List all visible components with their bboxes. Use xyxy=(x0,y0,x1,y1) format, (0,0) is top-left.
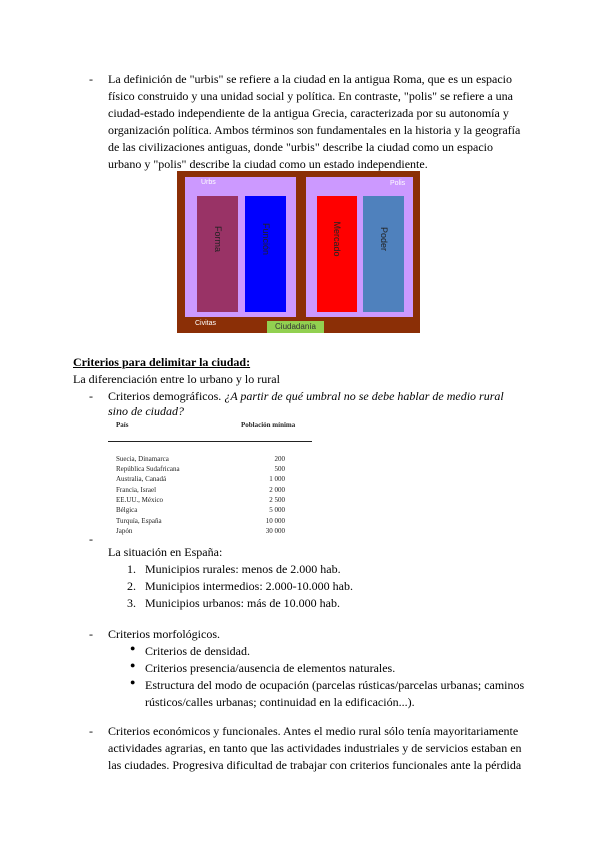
text-line: ciudad-estado independiente de la antigua Grecia, caracterizada por su autonomía y xyxy=(108,106,509,120)
table-cell-value: 5 000 xyxy=(269,506,285,514)
bullet-dot: ● xyxy=(130,660,136,670)
funcion-column xyxy=(245,196,286,312)
text-line: La definición de "urbis" se refiere a la ciudad en la antigua Roma, que es un espacio xyxy=(108,72,512,86)
mercado-label: Mercado xyxy=(332,221,342,257)
section-subheading: La diferenciación entre lo urbano y lo rural xyxy=(73,372,280,386)
table-cell-value: 30 000 xyxy=(265,527,285,535)
list-item: Municipios urbanos: más de 10.000 hab. xyxy=(145,596,340,610)
list-dash: - xyxy=(89,627,93,641)
text-line: actividades agrarias, en tanto que las actividades industriales y de servicios estaban en xyxy=(108,741,522,755)
table-cell-value: 2 500 xyxy=(269,496,285,504)
table-cell-country: Turquía, España xyxy=(116,517,162,525)
urbs-polis-diagram xyxy=(177,171,420,333)
table-cell-country: EE.UU., México xyxy=(116,496,164,504)
bullet-dot: ● xyxy=(130,677,136,687)
section-heading: Criterios para delimitar la ciudad: xyxy=(73,355,251,369)
funcion-label: Función xyxy=(260,222,271,256)
espana-title: La situación en España: xyxy=(108,545,223,559)
mercado-column xyxy=(317,196,357,312)
table-header-pais: País xyxy=(116,421,129,429)
table-cell-country: Australia, Canadá xyxy=(116,475,167,483)
list-dash: - xyxy=(89,532,93,546)
list-number: 3. xyxy=(127,596,136,610)
list-item: Criterios presencia/ausencia de elementos naturales. xyxy=(145,661,396,675)
list-number: 1. xyxy=(127,562,136,576)
poder-label: Poder xyxy=(378,226,389,252)
table-cell-country: Japón xyxy=(116,527,133,535)
text-line: organización política. Ambos términos son fundamentales en la historia y la geografía xyxy=(108,123,521,137)
table-cell-country: Bélgica xyxy=(116,506,138,514)
civitas-label: Civitas xyxy=(195,320,217,327)
text-line: urbano y "polis" describe la ciudad como un estado independiente. xyxy=(108,157,428,171)
poder-column xyxy=(363,196,404,312)
list-item: Municipios intermedios: 2.000-10.000 hab. xyxy=(145,579,353,593)
text-line: Criterios económicos y funcionales. Antes el medio rural sólo tenía mayoritariamente xyxy=(108,724,519,738)
forma-label: Forma xyxy=(212,225,223,253)
demograficos-question-cont: sino de ciudad? xyxy=(108,404,184,418)
demograficos-label: Criterios demográficos. xyxy=(108,389,222,403)
table-cell-country: Suecia, Dinamarca xyxy=(116,455,169,463)
table-cell-country: República Sudafricana xyxy=(116,465,180,473)
list-item-cont: rústicos/calles urbanas; continuidad en la edificación...). xyxy=(145,695,415,709)
demograficos-question: ¿A partir de qué umbral no se debe hablar de medio rural xyxy=(224,389,504,403)
list-dash: - xyxy=(89,72,93,86)
demograficos-line xyxy=(108,389,504,404)
list-item: Municipios rurales: menos de 2.000 hab. xyxy=(145,562,341,576)
list-item: Criterios de densidad. xyxy=(145,644,250,658)
bullet-dot: ● xyxy=(130,643,136,653)
table-cell-value: 1 000 xyxy=(269,475,285,483)
table-cell-country: Francia, Israel xyxy=(116,486,157,494)
urbs-label: Urbs xyxy=(201,179,216,186)
forma-column xyxy=(197,196,238,312)
ciudadania-label: Ciudadanía xyxy=(267,321,324,333)
list-item: Estructura del modo de ocupación (parcelas rústicas/parcelas urbanas; caminos xyxy=(145,678,525,692)
table-cell-value: 500 xyxy=(274,465,285,473)
table-rule xyxy=(108,441,312,442)
table-header-poblacion: Población mínima xyxy=(241,421,296,429)
table-cell-value: 2 000 xyxy=(269,486,285,494)
list-number: 2. xyxy=(127,579,136,593)
morfologicos-label: Criterios morfológicos. xyxy=(108,627,220,641)
list-dash: - xyxy=(89,389,93,403)
text-line: las ciudades. Progresiva dificultad de trabajar con criterios funcionales ante la pérdida xyxy=(108,758,522,772)
table-cell-value: 200 xyxy=(274,455,285,463)
polis-label: Polis xyxy=(390,180,406,187)
text-line: físico construido y una unidad social y política. En contraste, "polis" se refiere a una xyxy=(108,89,514,103)
text-line: de las civilizaciones antiguas, donde "urbis" describe la ciudad como un espacio xyxy=(108,140,494,154)
list-dash: - xyxy=(89,724,93,738)
table-cell-value: 10 000 xyxy=(265,517,285,525)
